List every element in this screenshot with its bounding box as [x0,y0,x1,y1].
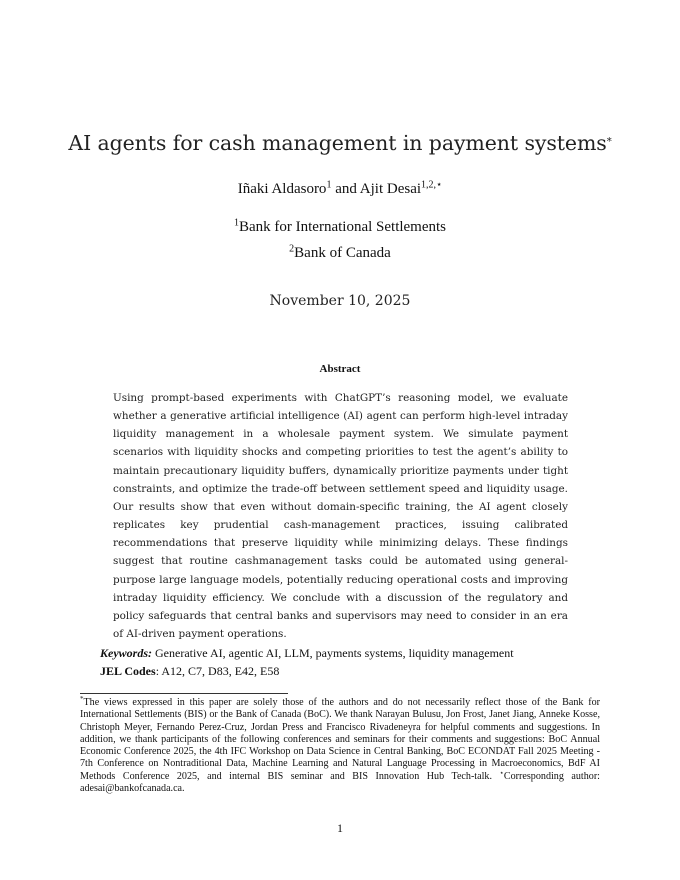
footnote-marker: * [80,695,84,704]
footnote-text: The views expressed in this paper are solely those of the authors and do not necessarily reflect those of the Bank for International Settlements (BIS) or the Bank of Canada (BoC). We thank Narayan Bulusu, Jon Frost, Janet Jiang, Anneke Kosse, Christoph Meyer, Fernando Perez-Cruz, Jordan Press and Francisco Rivadeneyra for helpful comments and suggestions. In addition, we thank participants of the following conferences and seminars for their comments and suggestions: BoC Annual Economic Conference 2025, the 4th IFC Workshop on Data Science in Central Banking, BoC ECONDAT Fall 2025 Meeting - 7th Conference on Nontraditional Data, Machine Learning and Natural Language Processing in Macroeconomics, BdF AI Methods Conference 2025, and internal BIS seminar and BIS Innovation Hub Tech-talk. [80,697,600,782]
affiliation-2 [0,245,680,262]
paper-date: November 10, 2025 [269,293,411,309]
author-name: Iñaki Aldasoro [237,181,327,197]
jel-codes-label: JEL Codes [100,664,156,678]
affiliation-1 [0,219,680,236]
author-affiliation-marker: 1,2,⋆ [421,179,443,191]
keywords-line [100,646,514,661]
abstract-text: Using prompt-based experiments with ChatGPT’s reasoning model, we evaluate whether a generative artificial intelligence (AI) agent can perform high-level intraday liquidity management in a wholesale payment system. We simulate payment scenarios with liquidity shocks and competing priorities to test the agent’s ability to maintain precautionary liquidity buffers, dynamically prioritize payments under tight constraints, and optimize the trade-off between settlement speed and liquidity usage. Our results show that even without domain-specific training, the AI agent closely replicates key prudential cash-management practices, issuing calibrated recommendations that preserve liquidity while minimizing delays. These findings suggest that routine cashmanagement tasks could be automated using general-purpose large language models, potentially reducing operational costs and improving intraday liquidity efficiency. We conclude with a discussion of the regulatory and policy safeguards that central banks and supervisors may need to consider in an era of AI-driven payment operations. [113,392,568,641]
jel-codes-line [100,664,279,679]
keywords-value: Generative AI, agentic AI, LLM, payments systems, liquidity management [155,646,514,660]
affiliation-name: Bank of Canada [294,245,391,261]
affiliation-name: Bank for International Settlements [238,219,447,235]
footnote-divider [80,693,288,694]
affiliation-marker: 2 [289,243,295,255]
author-list [0,181,680,198]
author-joiner: and [331,181,360,197]
affiliation-marker: 1 [233,217,239,229]
author-name: Ajit Desai [359,181,422,197]
corresponding-marker: ⋆ [499,768,504,777]
footnote [80,697,600,795]
author-affiliation-marker: 1 [326,179,332,191]
page-number: 1 [337,821,343,835]
keywords-label: Keywords: [100,646,152,660]
paper-title [0,131,680,155]
abstract-heading: Abstract [319,363,361,375]
title-footnote-marker: * [606,136,612,148]
corresponding-author: Corresponding author: adesai@bankofcanada.ca. [80,770,600,795]
jel-codes-value: : A12, C7, D83, E42, E58 [155,664,280,678]
paper-title-text: AI agents for cash management in payment systems [68,131,607,155]
